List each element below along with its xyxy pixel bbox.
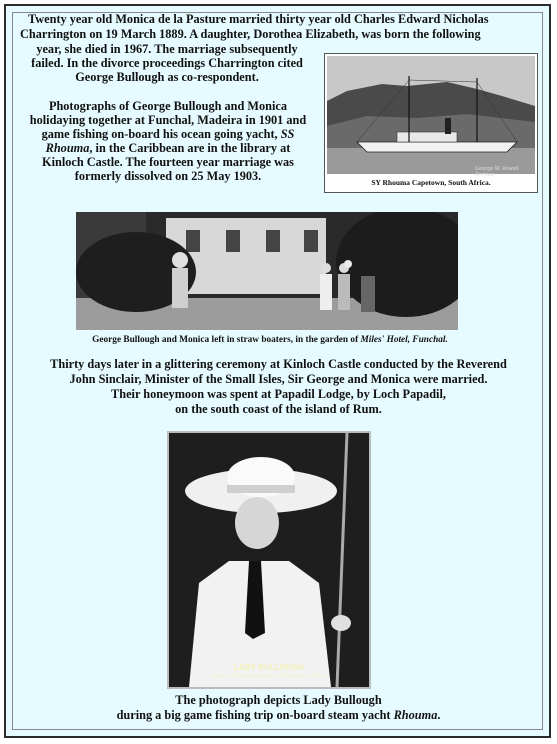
lady-photo-label: LADY BULLOUGH — [233, 663, 305, 672]
yacht-photo — [327, 56, 535, 174]
yacht-photo-watermark: George W. Rowell Archive — [475, 166, 519, 178]
para1-line3: year, she died in 1967. The marriage subsequently — [36, 42, 298, 56]
funchal-garden-image — [76, 212, 458, 330]
funchal-garden-photo — [76, 212, 458, 330]
para2-line1: Photographs of George Bullough and Monica — [48, 99, 288, 113]
para4-line2: during a big game fishing trip on-board steam yacht Rhouma. — [116, 708, 441, 722]
para4-line2-text: during a big game fishing trip on-board steam yacht — [116, 708, 394, 722]
para1-line5: George Bullough as co-respondent. — [75, 70, 259, 84]
funchal-photo-caption — [70, 335, 470, 345]
lady-photo-sublabel: Courtesy of Bullough Research and Photographic Archive — [211, 673, 327, 678]
para2-line2: holidaying together at Funchal, Madeira in 1901 and — [29, 113, 307, 127]
lady-bullough-image — [169, 433, 369, 687]
para2-line3-em: SS — [280, 127, 295, 141]
para1-line1: Twenty year old Monica de la Pasture married thirty year old Charles Edward Nicholas — [28, 12, 489, 26]
para3-line4: on the south coast of the island of Rum. — [175, 402, 382, 416]
para4-line1: The photograph depicts Lady Bullough — [175, 693, 382, 707]
para4-line2-em: Rhouma — [393, 708, 438, 722]
para1-line2: Charrington on 19 March 1889. A daughter, Dorothea Elizabeth, was born the following — [20, 27, 481, 41]
para2-line5: Kinloch Castle. The fourteen year marriage was — [42, 155, 294, 169]
para2-line4-em: Rhouma — [45, 141, 90, 155]
para2-line4-text: , in the Caribbean are in the library at — [89, 141, 291, 155]
para2-line4 — [18, 141, 318, 155]
para1-line4: failed. In the divorce proceedings Charrington cited — [31, 56, 303, 70]
lady-bullough-photo — [167, 431, 371, 689]
yacht-photo-frame — [324, 53, 538, 193]
yacht-photo-caption: SY Rhouma Capetown, South Africa. — [371, 178, 491, 187]
funchal-caption-text: George Bullough and Monica left in straw boaters, in the garden of — [92, 335, 359, 345]
para3-line1: Thirty days later in a glittering ceremony at Kinloch Castle conducted by the Reverend — [50, 357, 507, 371]
para2-line3-text: game fishing on-board his ocean going yacht, — [41, 127, 278, 141]
para2-line6: formerly dissolved on 25 May 1903. — [74, 169, 262, 183]
para2-line3 — [18, 127, 318, 141]
funchal-caption-em: Miles' Hotel, Funchal. — [360, 335, 448, 345]
para3-line2: John Sinclair, Minister of the Small Isles, Sir George and Monica were married. — [69, 372, 488, 386]
para3-line3: Their honeymoon was spent at Papadil Lodge, by Loch Papadil, — [111, 387, 446, 401]
